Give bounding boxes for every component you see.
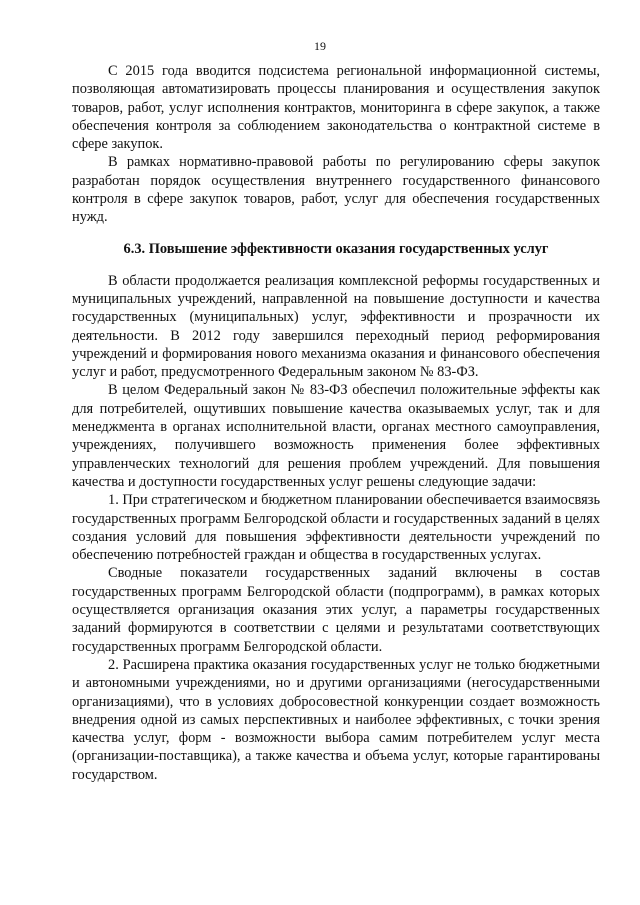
page-content bbox=[72, 62, 600, 784]
section-heading: 6.3. Повышение эффективности оказания государственных услуг bbox=[123, 240, 549, 257]
paragraph-law-effects: В целом Федеральный закон № 83-ФЗ обеспечил положительные эффекты как для потребителей, ощутивших повышение качества оказываемых услуг, так и для менеджмента в органах исполнительной власти, органах местного самоуправления, учреждениях, получившего возможность применения более эффективных управленческих технологий для решения проблем учреждений. Для повышения качества и доступности государственных услуг решены следующие задачи: bbox=[72, 382, 600, 490]
paragraph-summary-indicators: Сводные показатели государственных заданий включены в состав государственных программ Белгородской области (подпрограмм), в рамках которых осуществляется организация оказания этих услуг, а параметры государственных заданий формируются в соответствии с целями и результатами соответствующих государственных программ Белгородской области. bbox=[72, 565, 600, 655]
page-number: 19 bbox=[314, 39, 326, 53]
paragraph-regional-system: С 2015 года вводится подсистема региональной информационной системы, позволяющая автоматизировать процессы планирования и осуществления закупок товаров, работ, услуг исполнения контрактов, мониторинга в сфере закупок, а также обеспечения контроля за соблюдением законодательства о контрактной системе в сфере закупок. bbox=[72, 63, 600, 153]
paragraph-task-2: 2. Расширена практика оказания государственных услуг не только бюджетными и автономными учреждениями, но и другими организациями (негосударственными организациями), что в условиях добросовестной конкуренции создает возможность внедрения одной из самых перспективных и наиболее эффективных, с точки зрения качества услуг, форм - возможности выбора самим потребителем услуг места (организации-поставщика), а также качества и объема услуг, которые гарантированы государством. bbox=[72, 656, 600, 783]
paragraph-internal-control: В рамках нормативно-правовой работы по регулированию сферы закупок разработан порядок осуществления внутреннего государственного финансового контроля в сфере закупок товаров, работ, услуг для обеспечения государственных нужд. bbox=[72, 154, 600, 226]
paragraph-task-1: 1. При стратегическом и бюджетном планировании обеспечивается взаимосвязь государственных программ Белгородской области и государственных заданий в целях создания условий для повышения эффективности деятельности учреждений по обеспечению потребностей граждан и общества в государственных услугах. bbox=[72, 492, 601, 564]
paragraph-reform: В области продолжается реализация комплексной реформы государственных и муниципальных учреждений, направленной на повышение доступности и качества государственных (муниципальных) услуг, эффективности и прозрачности их деятельности. В 2012 году завершился переходный период реформирования учреждений и формирования нового механизма оказания и финансового обеспечения услуг и работ, предусмотренного Федеральным законом № 83-ФЗ. bbox=[72, 272, 600, 381]
